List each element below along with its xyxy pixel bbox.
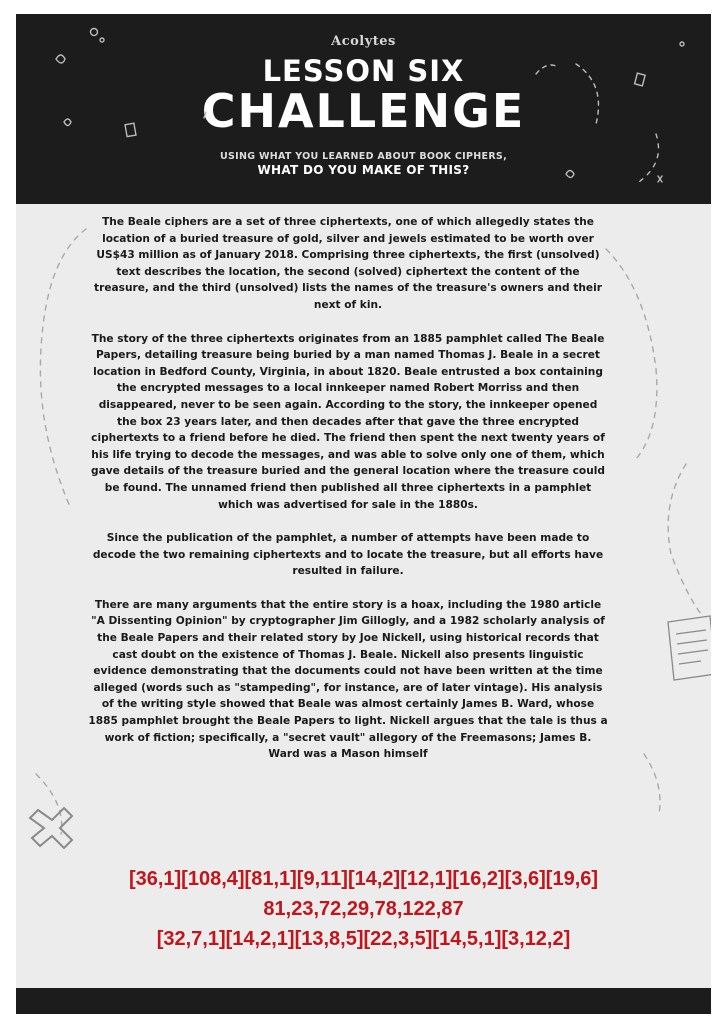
paper-note-doodle-icon <box>668 616 711 680</box>
subtitle-line-2: WHAT DO YOU MAKE OF THIS? <box>257 163 470 177</box>
cipher-line-1: [36,1][108,4][81,1][9,11][14,2][12,1][16,2][3,6][19,6] <box>128 868 599 890</box>
paragraph-attempts: Since the publication of the pamphlet, a number of attempts have been made to decode the two remaining ciphertexts and to locate the treasure, but all efforts have resulted in failure. <box>92 532 604 578</box>
challenge-title: CHALLENGE <box>201 84 526 138</box>
paragraph-story: The story of the three ciphertexts originates from an 1885 pamphlet called The Beale Papers, detailing treasure being buried by a man named Thomas J. Beale in a secret location in Bedford County, Virginia, in about 1820. Beale entrusted a box containing the encrypted messages to a local innkeeper named Robert Morriss and then disappeared, never to be seen again. According to the story, the innkeeper opened the box 23 years later, and then decades after that gave the three encrypted ciphertexts to a friend before he died. The friend then spent the next twenty years of his life trying to decode the messages, and was able to solve only one of them, which gave details of the treasure buried and the general location where the treasure could be found. The unnamed friend then published all three ciphertexts in a pamphlet which was advertised for sale in the 1880s. <box>91 332 605 511</box>
paragraph-hoax: There are many arguments that the entire story is a hoax, including the 1980 article "A Dissenting Opinion" by cryptographer Jim Gillogly, and a 1982 scholarly analysis of the Beale Papers and their related story by Joe Nickell, using historical records that cast doubt on the existence of Thomas J. Beale. Nickell also presents linguistic evidence demonstrating that the documents could not have been written at the time alleged (words such as "stampeding", for instance, are of later vintage). His analysis of the writing style showed that Beale was almost certainly James B. Ward, whose 1885 pamphlet brought the Beale Papers to light. Nickell argues that the tale is thus a work of fiction; specifically, a "secret vault" allegory of the Freemasons; James B. Ward was a Mason himself <box>88 598 608 761</box>
article-body <box>88 214 608 780</box>
cipher-line-2: 81,23,72,29,78,122,87 <box>263 898 464 920</box>
paragraph-intro: The Beale ciphers are a set of three ciphertexts, one of which allegedly states the location of a buried treasure of gold, silver and jewels estimated to be worth over US$43 million as of January 2018. Comprising three ciphertexts, the first (unsolved) text describes the location, the second (solved) ciphertext the content of the treasure, and the third (unsolved) lists the names of the treasure's owners and their next of kin. <box>94 216 602 311</box>
header-banner <box>16 14 711 204</box>
cipher-block <box>0 864 727 954</box>
footer-bar <box>16 988 711 1014</box>
x-mark-doodle-icon <box>30 808 72 848</box>
brand-logo: Acolytes <box>331 34 396 49</box>
cipher-line-3: [32,7,1][14,2,1][13,8,5][22,3,5][14,5,1][3,12,2] <box>156 928 571 950</box>
lesson-title: LESSON SIX <box>262 54 465 88</box>
subtitle-line-1: USING WHAT YOU LEARNED ABOUT BOOK CIPHERS, <box>220 151 507 162</box>
